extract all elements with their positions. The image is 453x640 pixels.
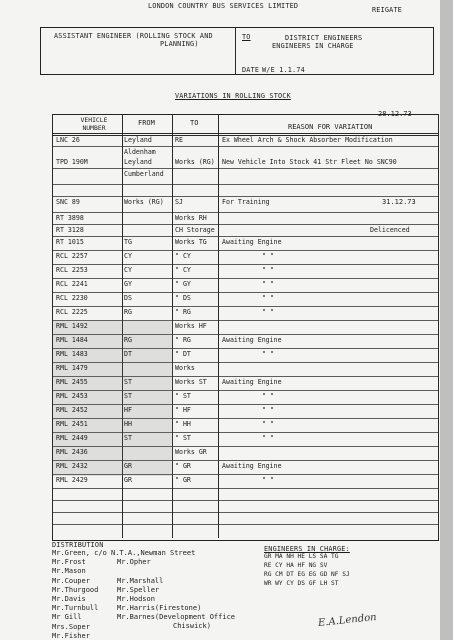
col-vehicle-label: VEHICLE NUMBER: [80, 116, 108, 132]
header-divider: [235, 27, 236, 75]
to-line-1: DISTRICT ENGINEERS: [285, 34, 363, 42]
cell-reason: Ex Wheel Arch & Shock Absorber Modification: [222, 136, 393, 144]
page-title: VARIATIONS IN ROLLING STOCK: [175, 92, 291, 100]
column-divider: [438, 114, 439, 538]
cell-from: DT: [124, 350, 132, 358]
cell-vehicle: RML 1479: [56, 364, 88, 372]
cell-vehicle: RML 1484: [56, 336, 88, 344]
cell-reason: " ": [262, 434, 274, 442]
cell-from: Leyland: [124, 136, 152, 144]
eic-line: GR MA NH HE LS SA TG: [264, 553, 339, 560]
cell-vehicle: RCL 2230: [56, 294, 88, 302]
cell-reason: " ": [262, 294, 274, 302]
cell-from: Aldenham: [124, 148, 156, 156]
cell-from: CY: [124, 266, 132, 274]
row-rule: [52, 292, 438, 293]
cell-from: ST: [124, 378, 132, 386]
location: REIGATE: [372, 6, 403, 14]
cell-reason: Awaiting Engine: [222, 462, 282, 470]
distribution-name: Mr.Turnbull: [52, 604, 99, 613]
cell-to: RE: [175, 136, 183, 144]
distribution-name: Mr.Davis: [52, 595, 86, 603]
cell-to: SJ: [175, 198, 183, 206]
distribution-name: Chiswick): [173, 622, 211, 630]
to-label: TO: [242, 33, 251, 41]
cell-to: CH Storage: [175, 226, 215, 234]
row-rule: [52, 250, 438, 251]
from-line-1: ASSISTANT ENGINEER (ROLLING STOCK AND: [54, 32, 213, 40]
cell-reason: " ": [262, 392, 274, 400]
cell-to: " GR: [175, 462, 191, 470]
cell-from: Works (RG): [124, 198, 164, 206]
cell-from: RG: [124, 308, 132, 316]
cell-to: " RG: [175, 336, 191, 344]
cell-to: " GY: [175, 280, 191, 288]
distribution-name: Mr.Mason: [52, 567, 86, 576]
cell-to: " CY: [175, 266, 191, 274]
col-from-header: FROM: [138, 119, 155, 127]
distribution-name: Mr.Frost: [52, 558, 86, 567]
cell-reason: Awaiting Engine: [222, 378, 282, 386]
cell-vehicle: RML 2453: [56, 392, 88, 400]
cell-vehicle: RML 2432: [56, 462, 88, 470]
cell-reason: " ": [262, 350, 274, 358]
cell-to: " DS: [175, 294, 191, 302]
distribution-name: Mr.Couper: [52, 576, 90, 585]
date-2: 31.12.73: [382, 198, 416, 206]
cell-vehicle: RT 1015: [56, 238, 84, 246]
cell-vehicle: RML 1492: [56, 322, 88, 330]
cell-to: Works TG: [175, 238, 207, 246]
cell-from: HF: [124, 406, 132, 414]
cell-vehicle: TPD 190M: [56, 158, 88, 166]
cell-vehicle: LNC 26: [56, 136, 80, 144]
cell-from: HH: [124, 420, 132, 428]
row-rule: [52, 488, 438, 489]
row-rule: [52, 524, 438, 525]
cell-vehicle: RML 2451: [56, 420, 88, 428]
cell-vehicle: RML 2429: [56, 476, 88, 484]
cell-from: TG: [124, 238, 132, 246]
date-1: 28.12.73: [378, 110, 412, 118]
cell-reason: " ": [262, 308, 274, 316]
col-vehicle-header: [70, 116, 118, 132]
cell-to: " DT: [175, 350, 191, 358]
cell-to: " CY: [175, 252, 191, 260]
cell-from: ST: [124, 392, 132, 400]
cell-reason: For Training: [222, 198, 270, 206]
cell-from: GR: [124, 462, 132, 470]
cell-from: ST: [124, 434, 132, 442]
cell-to: " ST: [175, 392, 191, 400]
cell-reason: " ": [262, 476, 274, 484]
distribution-name: Mr.Harris(Firestone): [117, 604, 202, 612]
distribution-name: Mrs.Soper: [52, 622, 90, 631]
cell-to: Works RH: [175, 214, 207, 222]
cell-to: " HH: [175, 420, 191, 428]
row-rule: [52, 500, 438, 501]
cell-vehicle: SNC 89: [56, 198, 80, 206]
row-rule: [52, 236, 438, 237]
distribution-name: Mr.Thurgood: [52, 585, 99, 594]
row-rule: [52, 278, 438, 279]
cell-from: GY: [124, 280, 132, 288]
header-rule: [52, 133, 438, 134]
col-to-header: TO: [190, 119, 199, 127]
row-rule: [52, 512, 438, 513]
row-rule: [52, 146, 438, 147]
row-rule: [52, 168, 438, 169]
cell-to: " GR: [175, 476, 191, 484]
cell-vehicle: RT 3898: [56, 214, 84, 222]
eic-line: WR WY CY DS GF LH ST: [264, 580, 339, 587]
cell-from: DS: [124, 294, 132, 302]
cell-reason: " ": [262, 420, 274, 428]
cell-vehicle: RML 2455: [56, 378, 88, 386]
cell-reason: " ": [262, 280, 274, 288]
cell-vehicle: RCL 2253: [56, 266, 88, 274]
cell-reason: Awaiting Engine: [222, 336, 282, 344]
cell-to: Works HF: [175, 322, 207, 330]
cell-vehicle: RCL 2257: [56, 252, 88, 260]
row-rule: [52, 196, 438, 197]
distribution-name: Mr.Green, c/o N.T.A.,Newman Street: [52, 549, 196, 557]
col-reason-header: REASON FOR VARIATION: [288, 123, 373, 131]
eic-line: RE CY HA HF NG SV: [264, 562, 328, 569]
distribution-name: Mr.Speller: [117, 586, 160, 594]
distribution-name: Mr.Marshall: [117, 577, 164, 585]
to-line-2: ENGINEERS IN CHARGE: [272, 42, 354, 50]
cell-to: Works ST: [175, 378, 207, 386]
distribution-name: Mr.Barnes(Development Office: [117, 613, 236, 621]
signature: E.A.Lendon: [317, 611, 378, 630]
cell-vehicle: RML 1483: [56, 350, 88, 358]
cell-vehicle: RT 3128: [56, 226, 84, 234]
eic-line: RG CM DT EG EG GD NF SJ: [264, 571, 350, 578]
date-label: DATE: [242, 66, 260, 74]
cell-reason: Awaiting Engine: [222, 238, 282, 246]
cell-reason: New Vehicle Into Stock 41 Str Fleet No SNC90: [222, 158, 397, 166]
company-name: LONDON COUNTRY BUS SERVICES LIMITED: [148, 2, 299, 10]
cell-to: " ST: [175, 434, 191, 442]
cell-reason: " ": [262, 252, 274, 260]
row-rule: [52, 184, 438, 185]
row-rule: [52, 224, 438, 225]
distribution-name: Mr.Fisher: [52, 631, 90, 640]
cell-vehicle: RCL 2225: [56, 308, 88, 316]
cell-from: CY: [124, 252, 132, 260]
cell-from: RG: [124, 336, 132, 344]
cell-to: " HF: [175, 406, 191, 414]
page-edge: [440, 0, 453, 640]
cell-to: Works GR: [175, 448, 207, 456]
cell-reason: " ": [262, 266, 274, 274]
distribution-name: Mr.Hodson: [117, 595, 155, 603]
distribution-name: Mr.Opher: [117, 558, 151, 566]
cell-vehicle: RML 2449: [56, 434, 88, 442]
cell-to: Works (RG): [175, 158, 215, 166]
from-line-2: PLANNING): [160, 40, 199, 48]
cell-vehicle: RML 2452: [56, 406, 88, 414]
date-value: W/E 1.1.74: [262, 66, 305, 74]
cell-to: Works: [175, 364, 195, 372]
distribution-name: Mr Gill: [52, 613, 82, 622]
cell-vehicle: RML 2436: [56, 448, 88, 456]
cell-reason: " ": [262, 406, 274, 414]
cell-from: Cumberland: [124, 170, 164, 178]
row-rule: [52, 306, 438, 307]
cell-from: GR: [124, 476, 132, 484]
row-rule: [52, 264, 438, 265]
cell-to: " RG: [175, 308, 191, 316]
cell-vehicle: RCL 2241: [56, 280, 88, 288]
row-rule: [52, 212, 438, 213]
eic-label: ENGINEERS IN CHARGE:: [264, 545, 350, 553]
distribution-label: DISTRIBUTION: [52, 541, 104, 549]
cell-from: Leyland: [124, 158, 152, 166]
cell-reason: Delicenced: [370, 226, 410, 234]
